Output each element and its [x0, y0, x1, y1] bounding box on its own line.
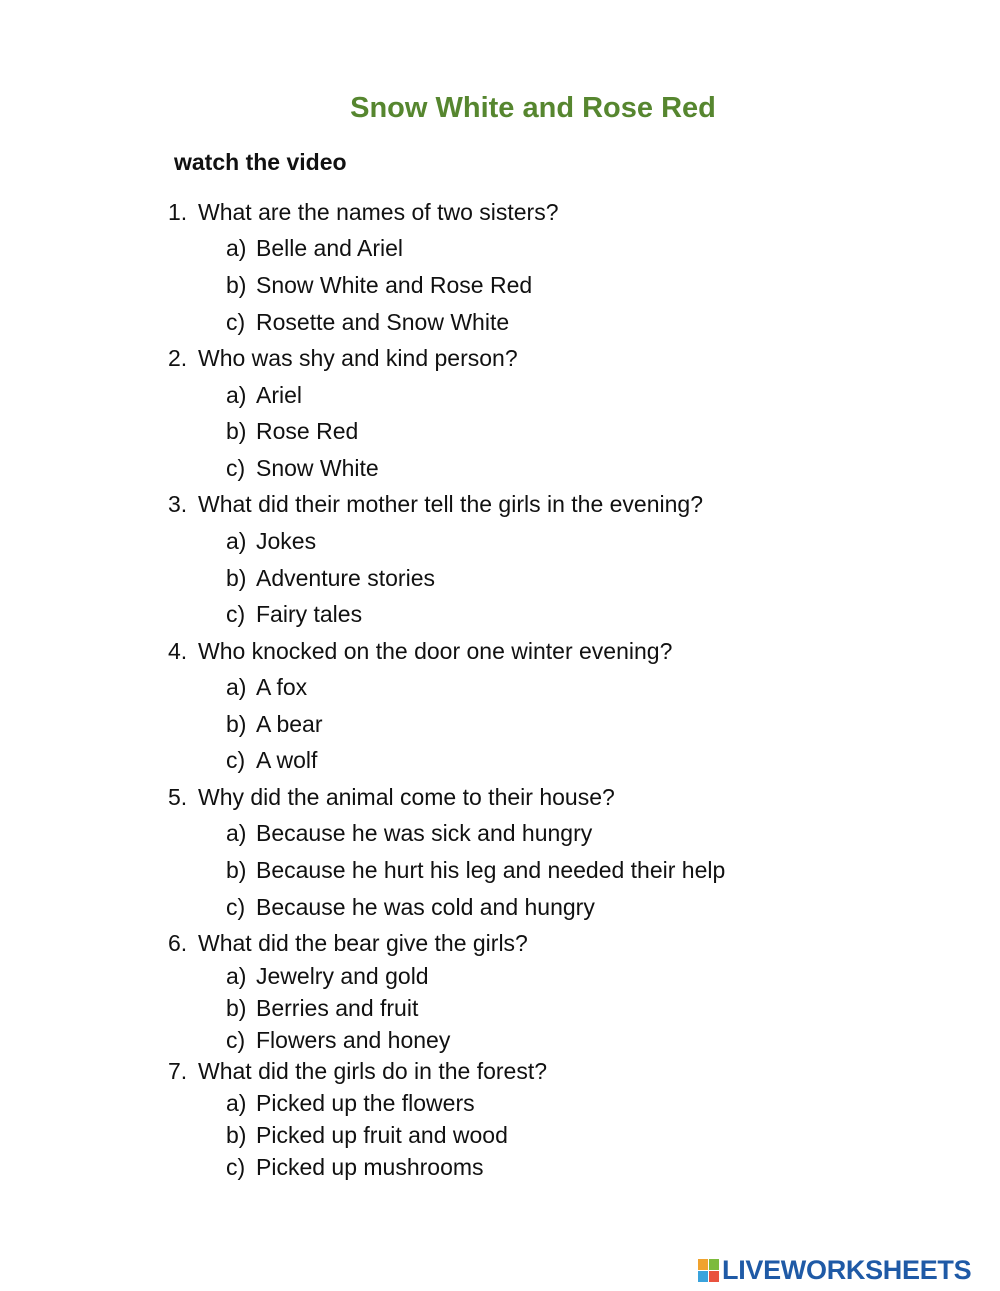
option-text: A bear	[256, 711, 323, 737]
option-text: A fox	[256, 674, 308, 700]
option-text: Rose Red	[256, 418, 359, 444]
option-letter: a)	[226, 528, 247, 554]
option-letter: a)	[226, 674, 247, 700]
liveworksheets-logo	[698, 1253, 971, 1287]
answer-option[interactable]	[226, 1027, 450, 1054]
option-letter: c)	[226, 601, 246, 627]
logo-mark-icon	[698, 1259, 719, 1282]
option-letter: b)	[226, 1122, 247, 1148]
logo-block	[709, 1271, 719, 1282]
option-letter: a)	[226, 1090, 247, 1116]
question-2	[168, 345, 518, 372]
question-number: 4.	[168, 638, 188, 664]
answer-option[interactable]	[226, 995, 418, 1022]
question-number: 3.	[168, 491, 188, 517]
question-number: 1.	[168, 199, 188, 225]
question-number: 2.	[168, 345, 188, 371]
option-text: Rosette and Snow White	[256, 309, 510, 335]
option-letter: a)	[226, 820, 247, 846]
option-text: Because he was sick and hungry	[256, 820, 593, 846]
answer-option[interactable]	[226, 894, 595, 921]
option-text: Jewelry and gold	[256, 963, 429, 989]
answer-option[interactable]	[226, 747, 317, 774]
answer-option[interactable]	[226, 1090, 475, 1117]
option-text: Belle and Ariel	[256, 235, 404, 261]
logo-block	[709, 1259, 719, 1270]
option-text: Jokes	[256, 528, 317, 554]
option-text: Flowers and honey	[256, 1027, 451, 1053]
option-text: Picked up mushrooms	[256, 1154, 484, 1180]
answer-option[interactable]	[226, 455, 379, 482]
option-letter: b)	[226, 272, 247, 298]
logo-text: LIVEWORKSHEETS	[722, 1254, 972, 1285]
answer-option[interactable]	[226, 820, 592, 847]
option-letter: c)	[226, 894, 246, 920]
option-letter: c)	[226, 309, 246, 335]
option-letter: b)	[226, 995, 247, 1021]
question-text: Who was shy and kind person?	[198, 345, 518, 371]
question-text: What are the names of two sisters?	[198, 199, 559, 225]
question-number: 7.	[168, 1058, 188, 1084]
option-letter: c)	[226, 1027, 246, 1053]
option-letter: a)	[226, 382, 247, 408]
option-text: Picked up fruit and wood	[256, 1122, 508, 1148]
option-letter: b)	[226, 418, 247, 444]
answer-option[interactable]	[226, 963, 429, 990]
question-text: What did the bear give the girls?	[198, 930, 528, 956]
answer-option[interactable]	[226, 857, 725, 884]
option-text: Berries and fruit	[256, 995, 419, 1021]
option-text: Ariel	[256, 382, 303, 408]
answer-option[interactable]	[226, 601, 362, 628]
option-letter: b)	[226, 857, 247, 883]
option-letter: c)	[226, 747, 246, 773]
question-3	[168, 491, 703, 518]
question-1	[168, 199, 559, 226]
option-letter: b)	[226, 711, 247, 737]
question-text: Why did the animal come to their house?	[198, 784, 615, 810]
question-number: 5.	[168, 784, 188, 810]
option-letter: a)	[226, 235, 247, 261]
question-text: What did the girls do in the forest?	[198, 1058, 548, 1084]
question-text: What did their mother tell the girls in the evening?	[198, 491, 703, 517]
option-text: A wolf	[256, 747, 318, 773]
answer-option[interactable]	[226, 272, 532, 299]
question-5	[168, 784, 615, 811]
question-7	[168, 1058, 547, 1085]
answer-option[interactable]	[226, 235, 403, 262]
option-text: Because he hurt his leg and needed their help	[256, 857, 726, 883]
question-number: 6.	[168, 930, 188, 956]
answer-option[interactable]	[226, 528, 316, 555]
answer-option[interactable]	[226, 711, 323, 738]
option-text: Picked up the flowers	[256, 1090, 475, 1116]
answer-option[interactable]	[226, 674, 307, 701]
option-letter: c)	[226, 455, 246, 481]
option-letter: b)	[226, 565, 247, 591]
option-text: Snow White and Rose Red	[256, 272, 533, 298]
question-4	[168, 638, 672, 665]
logo-block	[698, 1259, 708, 1270]
worksheet-title: Snow White and Rose Red	[350, 92, 716, 124]
option-text: Adventure stories	[256, 565, 435, 591]
option-letter: a)	[226, 963, 247, 989]
answer-option[interactable]	[226, 418, 358, 445]
option-text: Because he was cold and hungry	[256, 894, 595, 920]
logo-block	[698, 1271, 708, 1282]
option-letter: c)	[226, 1154, 246, 1180]
answer-option[interactable]	[226, 309, 509, 336]
answer-option[interactable]	[226, 565, 435, 592]
question-6	[168, 930, 528, 957]
worksheet-instructions: watch the video	[174, 149, 347, 175]
question-text: Who knocked on the door one winter evening?	[198, 638, 673, 664]
answer-option[interactable]	[226, 1122, 508, 1149]
answer-option[interactable]	[226, 382, 302, 409]
answer-option[interactable]	[226, 1154, 484, 1181]
option-text: Fairy tales	[256, 601, 363, 627]
option-text: Snow White	[256, 455, 379, 481]
